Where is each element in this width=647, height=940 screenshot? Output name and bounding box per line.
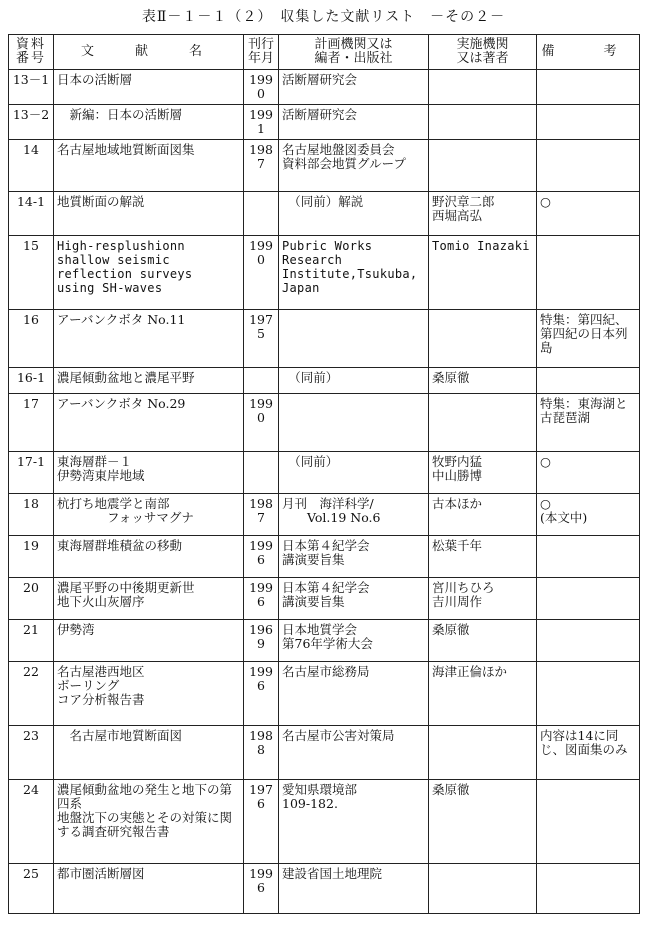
- cell-publisher: 月刊 海洋科学/ Vol.19 No.6: [279, 494, 429, 536]
- cell-publisher: 活断層研究会: [279, 105, 429, 140]
- cell-no: 18: [9, 494, 54, 536]
- cell-author: 桑原徹: [429, 620, 537, 662]
- cell-publisher: 名古屋市公害対策局: [279, 726, 429, 780]
- cell-publisher: 活断層研究会: [279, 70, 429, 105]
- cell-no: 16: [9, 310, 54, 368]
- cell-year: 1987: [244, 140, 279, 192]
- table-row: [9, 394, 640, 452]
- table-row: [9, 368, 640, 394]
- cell-title: 名古屋港西地区 ボーリング コア分析報告書: [54, 662, 244, 726]
- cell-no: 13－2: [9, 105, 54, 140]
- header-no: 資料 番号: [9, 35, 54, 70]
- cell-year: 1975: [244, 310, 279, 368]
- cell-notes: [537, 140, 640, 192]
- cell-author: [429, 864, 537, 914]
- cell-no: 14-1: [9, 192, 54, 236]
- cell-author: [429, 70, 537, 105]
- cell-year: 1990: [244, 70, 279, 105]
- cell-publisher: 建設省国土地理院: [279, 864, 429, 914]
- cell-publisher: 日本地質学会 第76年学術大会: [279, 620, 429, 662]
- cell-notes: [537, 620, 640, 662]
- cell-year: 1990: [244, 394, 279, 452]
- table-header-row: [9, 35, 640, 70]
- cell-title: 日本の活断層: [54, 70, 244, 105]
- cell-year: 1991: [244, 105, 279, 140]
- cell-no: 23: [9, 726, 54, 780]
- header-notes: 備 考: [537, 35, 640, 70]
- cell-year: 1996: [244, 578, 279, 620]
- cell-author: [429, 105, 537, 140]
- cell-notes: ○: [537, 452, 640, 494]
- cell-year: 1990: [244, 236, 279, 310]
- cell-title: アーバンクボタ No.11: [54, 310, 244, 368]
- table-row: [9, 578, 640, 620]
- cell-notes: [537, 864, 640, 914]
- table-row: [9, 236, 640, 310]
- cell-publisher: [279, 310, 429, 368]
- cell-year: 1976: [244, 780, 279, 864]
- cell-notes: [537, 662, 640, 726]
- cell-no: 22: [9, 662, 54, 726]
- table-row: [9, 452, 640, 494]
- cell-notes: [537, 368, 640, 394]
- cell-title: 東海層群－１ 伊勢湾東岸地域: [54, 452, 244, 494]
- cell-notes: [537, 70, 640, 105]
- cell-publisher: 名古屋市総務局: [279, 662, 429, 726]
- cell-no: 17: [9, 394, 54, 452]
- cell-year: 1969: [244, 620, 279, 662]
- cell-notes: ○ (本文中): [537, 494, 640, 536]
- cell-year: 1996: [244, 536, 279, 578]
- cell-author: [429, 310, 537, 368]
- cell-title: 伊勢湾: [54, 620, 244, 662]
- cell-no: 21: [9, 620, 54, 662]
- cell-author: 宮川ちひろ 吉川周作: [429, 578, 537, 620]
- cell-no: 14: [9, 140, 54, 192]
- cell-author: [429, 394, 537, 452]
- table-row: [9, 780, 640, 864]
- cell-year: 1988: [244, 726, 279, 780]
- cell-author: [429, 140, 537, 192]
- cell-publisher: 日本第４紀学会 講演要旨集: [279, 578, 429, 620]
- table-row: [9, 192, 640, 236]
- cell-year: 1996: [244, 662, 279, 726]
- cell-author: 桑原徹: [429, 780, 537, 864]
- cell-title: 都市圏活断層図: [54, 864, 244, 914]
- cell-title: 名古屋市地質断面図: [54, 726, 244, 780]
- cell-author: Tomio Inazaki: [429, 236, 537, 310]
- cell-year: [244, 192, 279, 236]
- table-row: [9, 662, 640, 726]
- cell-author: 桑原徹: [429, 368, 537, 394]
- header-year: 刊行 年月: [244, 35, 279, 70]
- cell-notes: [537, 105, 640, 140]
- cell-publisher: [279, 394, 429, 452]
- cell-author: 牧野内猛 中山勝博: [429, 452, 537, 494]
- header-title: 文 献 名: [54, 35, 244, 70]
- cell-title: 新編：日本の活断層: [54, 105, 244, 140]
- cell-year: 1987: [244, 494, 279, 536]
- cell-title: 名古屋地域地質断面図集: [54, 140, 244, 192]
- cell-notes: [537, 536, 640, 578]
- cell-no: 15: [9, 236, 54, 310]
- cell-notes: 特集：東海湖と古琵琶湖: [537, 394, 640, 452]
- cell-notes: [537, 578, 640, 620]
- table-row: [9, 864, 640, 914]
- cell-no: 17-1: [9, 452, 54, 494]
- cell-title: 杭打ち地震学と南部 フォッサマグナ: [54, 494, 244, 536]
- cell-year: [244, 452, 279, 494]
- table-row: [9, 726, 640, 780]
- reference-list-table: [8, 34, 640, 914]
- cell-year: 1996: [244, 864, 279, 914]
- cell-title: 東海層群堆積盆の移動: [54, 536, 244, 578]
- cell-publisher: （同前）解説: [279, 192, 429, 236]
- cell-author: 松葉千年: [429, 536, 537, 578]
- table-row: [9, 620, 640, 662]
- cell-notes: ○: [537, 192, 640, 236]
- cell-no: 20: [9, 578, 54, 620]
- cell-publisher: Pubric Works Research Institute,Tsukuba, Japan: [279, 236, 429, 310]
- cell-author: 古本ほか: [429, 494, 537, 536]
- cell-no: 19: [9, 536, 54, 578]
- cell-title: 濃尾傾動盆地と濃尾平野: [54, 368, 244, 394]
- cell-author: [429, 726, 537, 780]
- table-row: [9, 536, 640, 578]
- cell-no: 16-1: [9, 368, 54, 394]
- header-author: 実施機関 又は著者: [429, 35, 537, 70]
- cell-notes: 特集：第四紀、第四紀の日本列島: [537, 310, 640, 368]
- cell-publisher: （同前）: [279, 452, 429, 494]
- cell-publisher: 名古屋地盤図委員会 資料部会地質グループ: [279, 140, 429, 192]
- cell-title: High-resplushionn shallow seismic reflection surveys using SH-waves: [54, 236, 244, 310]
- table-row: [9, 310, 640, 368]
- cell-notes: [537, 236, 640, 310]
- cell-title: 濃尾平野の中後期更新世 地下火山灰層序: [54, 578, 244, 620]
- cell-publisher: 日本第４紀学会 講演要旨集: [279, 536, 429, 578]
- cell-year: [244, 368, 279, 394]
- table-row: [9, 70, 640, 105]
- table-row: [9, 105, 640, 140]
- cell-no: 13－1: [9, 70, 54, 105]
- cell-title: 地質断面の解説: [54, 192, 244, 236]
- cell-title: アーバンクボタ No.29: [54, 394, 244, 452]
- table-row: [9, 140, 640, 192]
- cell-publisher: 愛知県環境部 109-182.: [279, 780, 429, 864]
- cell-publisher: （同前）: [279, 368, 429, 394]
- cell-author: 野沢章二郎 西堀高弘: [429, 192, 537, 236]
- header-publisher: 計画機関又は 編者・出版社: [279, 35, 429, 70]
- cell-no: 24: [9, 780, 54, 864]
- table-row: [9, 494, 640, 536]
- cell-title: 濃尾傾動盆地の発生と地下の第四系 地盤沈下の実態とその対策に関する調査研究報告書: [54, 780, 244, 864]
- cell-notes: [537, 780, 640, 864]
- cell-author: 海津正倫ほか: [429, 662, 537, 726]
- cell-no: 25: [9, 864, 54, 914]
- cell-notes: 内容は14に同じ、図面集のみ: [537, 726, 640, 780]
- page-title: 表Ⅱ－１－１（２） 収集した文献リスト －その２－: [141, 9, 506, 25]
